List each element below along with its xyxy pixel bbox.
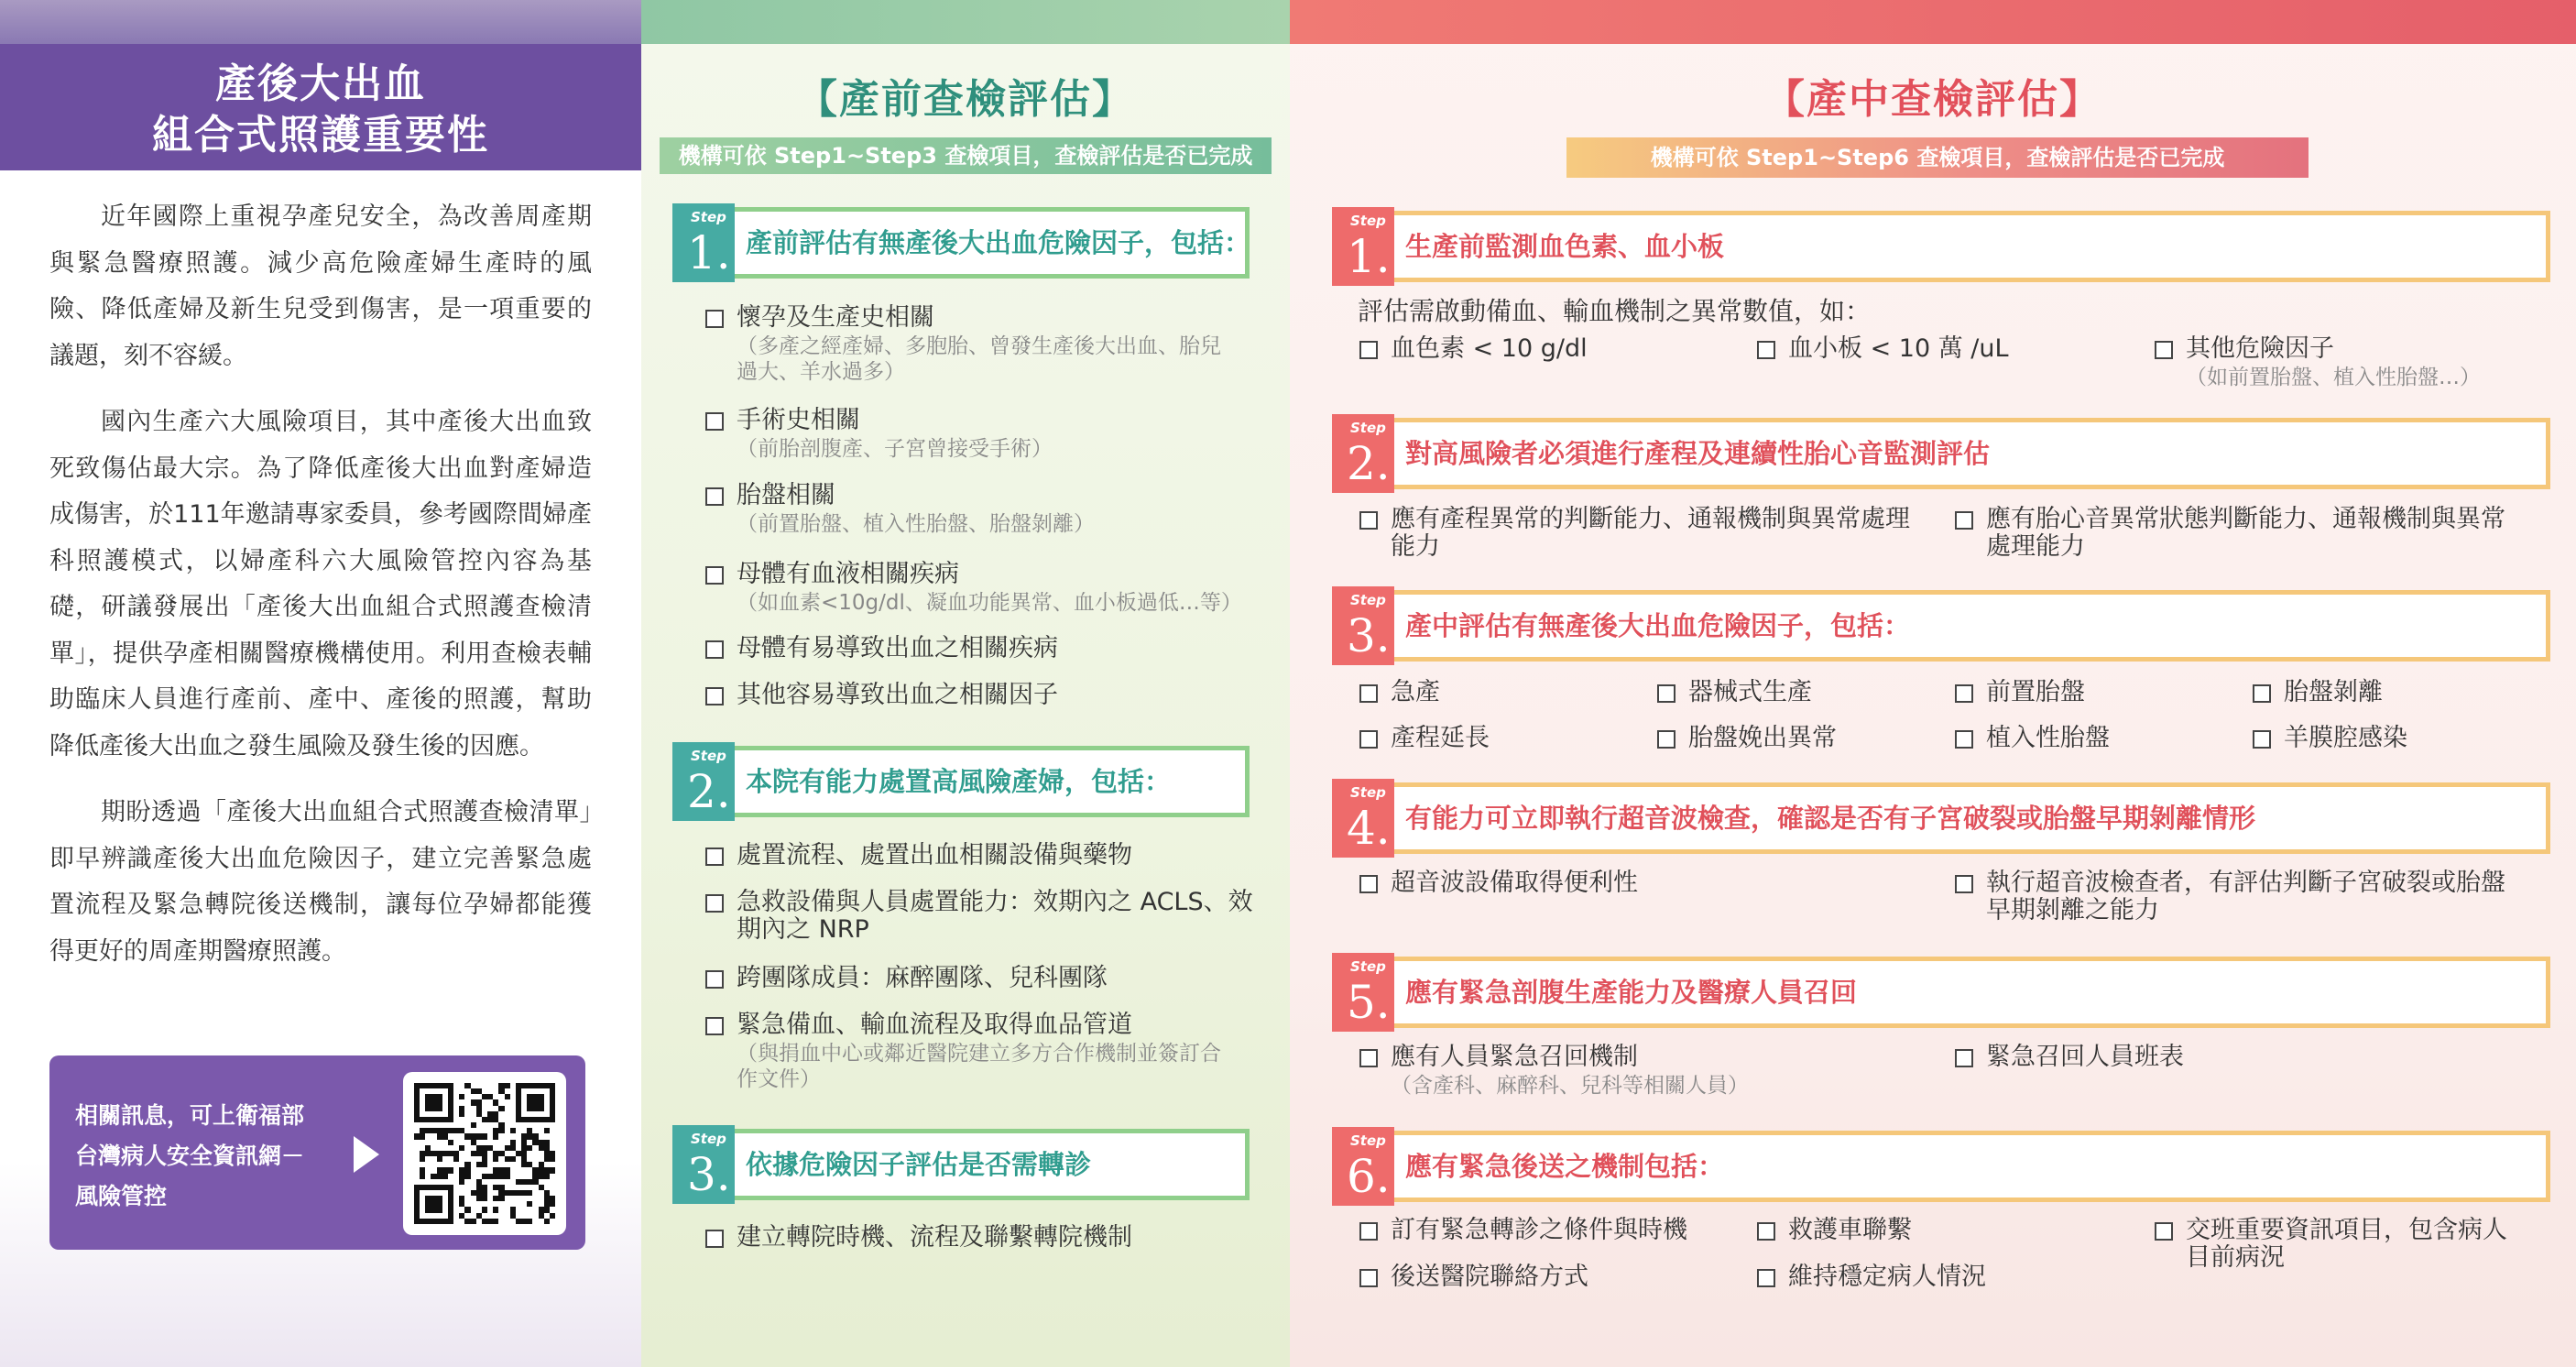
checklist-item[interactable]: 羊膜腔感染: [2253, 725, 2527, 752]
step-number-tab: [1332, 779, 1394, 858]
intro-paragraph: 國內生產六大風險項目，其中產後大出血致死致傷佔最大宗。為了降低產後大出血對產婦造成傷害，於111年邀請專家委員，參考國際間婦產科照護模式，以婦產科六大風險管控內容為基礎，研議發展出「產後大出血組合式照護查檢清單」，提供孕產相關醫療機構使用。利用查檢表輔助臨床人員進行產前、產中、產後的照護，幫助降低產後大出血之發生風險及發生後的因應。: [49, 408, 592, 760]
checkbox[interactable]: [705, 687, 724, 705]
step-number-tab: [672, 203, 735, 282]
checklist-item[interactable]: 血小板 < 10 萬 /uL: [1757, 335, 2142, 363]
step-number: 1.: [687, 226, 731, 279]
intrapartum-step-6: [1332, 1127, 2550, 1206]
checkbox[interactable]: [705, 566, 724, 585]
checklist-item[interactable]: 處置流程、處置出血相關設備與藥物: [705, 842, 1264, 869]
checkbox[interactable]: [1657, 730, 1675, 749]
step-heading: 應有緊急剖腹生產能力及醫療人員召回: [1405, 977, 1858, 1008]
checklist-item[interactable]: 緊急備血、輸血流程及取得血品管道 （與捐血中心或鄰近醫院建立多方合作機制並簽訂合 作文件）: [705, 1012, 1264, 1092]
step-heading-box: [1394, 1131, 2550, 1202]
checklist-item[interactable]: 應有產程異常的判斷能力、通報機制與異常處理 能力: [1359, 506, 1946, 561]
checklist-item[interactable]: 建立轉院時機、流程及聯繫轉院機制: [705, 1224, 1264, 1252]
step-number: 1.: [1347, 230, 1391, 283]
step-word: Step: [1350, 592, 1386, 608]
checkbox[interactable]: [705, 894, 724, 913]
checklist-item[interactable]: 植入性胎盤: [1955, 725, 2230, 752]
step-number-tab: [1332, 414, 1394, 493]
checklist-item[interactable]: 胎盤娩出異常: [1657, 725, 1932, 752]
prenatal-step-1: [672, 203, 1250, 282]
step-number-tab: [1332, 207, 1394, 286]
step-word: Step: [1350, 1132, 1386, 1149]
step-heading: 產前評估有無產後大出血危險因子，包括：: [746, 227, 1251, 258]
checkbox[interactable]: [1359, 1269, 1378, 1287]
intrapartum-step-1: [1332, 207, 2550, 286]
step-heading: 產中評估有無產後大出血危險因子，包括：: [1405, 610, 1911, 641]
step-number: 2.: [1347, 437, 1391, 490]
left-title-line1: 產後大出血: [215, 60, 426, 107]
checklist-item[interactable]: 母體有血液相關疾病 （如血素<10g/dl、凝血功能異常、血小板過低…等）: [705, 561, 1273, 616]
step-heading-box: [1394, 590, 2550, 662]
intrapartum-step-5: [1332, 953, 2550, 1032]
step-word: Step: [1350, 420, 1386, 436]
checkbox[interactable]: [705, 640, 724, 659]
qr-code-icon: [414, 1083, 555, 1224]
prenatal-banner: 機構可依 Step1~Step3 查檢項目，查檢評估是否已完成: [660, 137, 1272, 174]
intro-paragraph: 近年國際上重視孕產兒安全，為改善周產期與緊急醫療照護。減少高危險產婦生產時的風險、降低產婦及新生兒受到傷害，是一項重要的議題，刻不容緩。: [49, 202, 592, 370]
checkbox[interactable]: [1955, 511, 1973, 530]
checkbox[interactable]: [2253, 684, 2271, 703]
intrapartum-step-3: [1332, 586, 2550, 665]
step-heading: 依據危險因子評估是否需轉診: [746, 1149, 1092, 1180]
checkbox[interactable]: [1955, 875, 1973, 893]
checklist-item[interactable]: 其他危險因子 （如前置胎盤、植入性胎盤…）: [2155, 335, 2558, 390]
step-number-tab: [672, 742, 735, 821]
step-heading: 生產前監測血色素、血小板: [1405, 231, 1725, 262]
checklist-item[interactable]: 器械式生產: [1657, 679, 1932, 706]
checkbox[interactable]: [1359, 511, 1378, 530]
arrow-right-icon: [354, 1136, 379, 1173]
checkbox[interactable]: [705, 412, 724, 431]
checklist-item[interactable]: 手術史相關 （前胎剖腹產、子宮曾接受手術）: [705, 407, 1264, 462]
checkbox[interactable]: [705, 310, 724, 328]
info-line: 台灣病人安全資訊網－: [75, 1143, 305, 1169]
checkbox[interactable]: [2155, 1222, 2173, 1241]
checkbox[interactable]: [705, 1017, 724, 1035]
checkbox[interactable]: [705, 970, 724, 989]
step-intro: 評估需啟動備血、輸血機制之異常數值，如：: [1358, 296, 1872, 326]
checkbox[interactable]: [1359, 875, 1378, 893]
step-heading-box: [735, 207, 1250, 279]
step-number: 3.: [1347, 609, 1391, 662]
prenatal-step-3: [672, 1125, 1250, 1204]
checklist-item[interactable]: 產程延長: [1359, 725, 1634, 752]
checkbox[interactable]: [705, 1230, 724, 1248]
left-title-block: [0, 44, 641, 170]
info-card[interactable]: [49, 1055, 585, 1250]
checkbox[interactable]: [1359, 1049, 1378, 1067]
checklist-item[interactable]: 胎盤剝離: [2253, 679, 2527, 706]
checklist-item[interactable]: 急救設備與人員處置能力：效期內之 ACLS、效 期內之 NRP: [705, 889, 1273, 944]
step-word: Step: [691, 1131, 726, 1147]
checkbox[interactable]: [1757, 1269, 1775, 1287]
step-heading-box: [1394, 782, 2550, 854]
right-top-band: [1290, 0, 2576, 44]
prenatal-panel: [641, 0, 1290, 1367]
intrapartum-step-4: [1332, 779, 2550, 858]
step-word: Step: [691, 748, 726, 764]
step-number: 3.: [687, 1148, 731, 1201]
step-heading-box: [735, 746, 1250, 817]
intro-paragraph: 期盼透過「產後大出血組合式照護查檢清單」即早辨識產後大出血危險因子，建立完善緊急處置流程及緊急轉院後送機制，讓每位孕婦都能獲得更好的周產期醫療照護。: [49, 798, 592, 966]
checklist-item[interactable]: 懷孕及生產史相關 （多產之經產婦、多胞胎、曾發生產後大出血、胎兒 過大、羊水過多）: [705, 304, 1264, 385]
checklist-item[interactable]: 胎盤相關 （前置胎盤、植入性胎盤、胎盤剝離）: [705, 482, 1264, 537]
step-number-tab: [1332, 953, 1394, 1032]
checkbox[interactable]: [1657, 684, 1675, 703]
checklist-item[interactable]: 超音波設備取得便利性: [1359, 869, 1946, 897]
mid-top-band: [641, 0, 1290, 44]
step-heading-box: [735, 1129, 1250, 1200]
step-heading-box: [1394, 211, 2550, 282]
checklist-item[interactable]: 應有人員緊急召回機制 （含產科、麻醉科、兒科等相關人員）: [1359, 1044, 1946, 1099]
checkbox[interactable]: [1359, 730, 1378, 749]
intrapartum-step-2: [1332, 414, 2550, 493]
step-number-tab: [672, 1125, 735, 1204]
qr-code[interactable]: [403, 1072, 566, 1235]
checklist-item[interactable]: 執行超音波檢查者，有評估判斷子宮破裂或胎盤 早期剝離之能力: [1955, 869, 2560, 924]
checklist-item[interactable]: 救護車聯繫: [1757, 1217, 2142, 1244]
checkbox[interactable]: [1955, 684, 1973, 703]
step-number-tab: [1332, 1127, 1394, 1206]
intrapartum-panel: [1290, 0, 2576, 1367]
checklist-item[interactable]: 跨團隊成員：麻醉團隊、兒科團隊: [705, 965, 1264, 992]
step-heading: 有能力可立即執行超音波檢查，確認是否有子宮破裂或胎盤早期剝離情形: [1405, 803, 2256, 834]
checkbox[interactable]: [2155, 341, 2173, 359]
intrapartum-banner: 機構可依 Step1~Step6 查檢項目，查檢評估是否已完成: [1566, 137, 2309, 178]
checkbox[interactable]: [2253, 730, 2271, 749]
left-panel: [0, 0, 641, 1367]
checkbox[interactable]: [1359, 341, 1378, 359]
checkbox[interactable]: [705, 487, 724, 506]
step-word: Step: [1350, 784, 1386, 801]
checkbox[interactable]: [1359, 1222, 1378, 1241]
step-heading: 本院有能力處置高風險產婦，包括：: [746, 766, 1172, 797]
step-heading: 應有緊急後送之機制包括：: [1405, 1151, 1725, 1182]
step-number: 6.: [1347, 1150, 1391, 1203]
checklist-item[interactable]: 維持穩定病人情況: [1757, 1263, 2142, 1291]
info-line: 風險管控: [75, 1183, 168, 1209]
checklist-item[interactable]: 應有胎心音異常狀態判斷能力、通報機制與異常 處理能力: [1955, 506, 2560, 561]
intrapartum-title: 【產中查檢評估】: [1764, 76, 2101, 123]
left-top-band: [0, 0, 641, 44]
intro-text: [49, 194, 592, 995]
info-text: [75, 1096, 304, 1217]
step-number-tab: [1332, 586, 1394, 665]
checklist-item[interactable]: 前置胎盤: [1955, 679, 2230, 706]
step-heading-box: [1394, 957, 2550, 1028]
checkbox[interactable]: [1757, 341, 1775, 359]
checkbox[interactable]: [705, 848, 724, 866]
checklist-item[interactable]: 後送醫院聯絡方式: [1359, 1263, 1744, 1291]
step-word: Step: [691, 209, 726, 225]
step-word: Step: [1350, 213, 1386, 229]
checkbox[interactable]: [1955, 730, 1973, 749]
checklist-item[interactable]: 訂有緊急轉診之條件與時機: [1359, 1217, 1744, 1244]
checklist-item[interactable]: 血色素 < 10 g/dl: [1359, 335, 1744, 363]
checklist-item[interactable]: 急產: [1359, 679, 1634, 706]
step-number: 2.: [687, 765, 731, 818]
step-heading: 對高風險者必須進行產程及連續性胎心音監測評估: [1405, 438, 1991, 469]
checklist-item[interactable]: 交班重要資訊項目，包含病人 目前病況: [2155, 1217, 2558, 1272]
step-word: Step: [1350, 958, 1386, 975]
prenatal-step-2: [672, 742, 1250, 821]
prenatal-title: 【產前查檢評估】: [797, 76, 1134, 123]
checklist-item[interactable]: 其他容易導致出血之相關因子: [705, 682, 1264, 709]
step-heading-box: [1394, 418, 2550, 489]
info-line: 相關訊息，可上衛福部: [75, 1102, 305, 1129]
step-number: 5.: [1347, 976, 1391, 1029]
checkbox[interactable]: [1757, 1222, 1775, 1241]
checkbox[interactable]: [1359, 684, 1378, 703]
step-number: 4.: [1347, 802, 1391, 855]
checkbox[interactable]: [1955, 1049, 1973, 1067]
checklist-item[interactable]: 母體有易導致出血之相關疾病: [705, 635, 1264, 662]
checklist-item[interactable]: 緊急召回人員班表: [1955, 1044, 2560, 1071]
left-title-line2: 組合式照護重要性: [152, 112, 489, 159]
